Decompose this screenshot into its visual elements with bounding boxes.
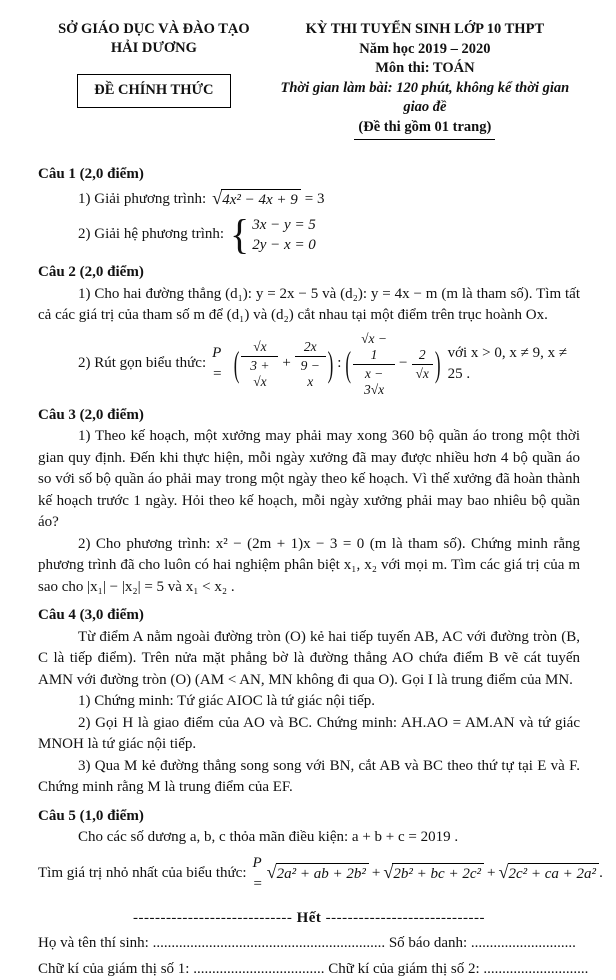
exam-header: [38, 20, 580, 140]
proctor-1-label: Chữ kí của giám thị số 1:: [38, 961, 189, 977]
radical-term-3: [498, 863, 599, 886]
question-3: [38, 405, 580, 599]
system-equation-1: 3x − y = 5: [252, 215, 316, 235]
radical-3-content: 2c² + ca + 2a²: [508, 863, 600, 886]
candidate-name-label: Họ và tên thí sinh:: [38, 935, 149, 951]
pages-note-line: [270, 118, 580, 141]
radical-term-2: [383, 863, 484, 886]
radical-sign: √: [267, 863, 277, 882]
q1-part1: [78, 189, 580, 212]
header-left: [38, 20, 270, 108]
proctor-1-dots: ...................................: [193, 961, 324, 977]
open-paren: (: [345, 346, 351, 382]
q5-expression-lhs: P =: [253, 853, 263, 896]
candidate-name-dots: ..............................................................: [153, 935, 386, 951]
duration-line: Thời gian làm bài: 120 phút, không kể thời gian giao đề: [270, 79, 580, 118]
fraction-3-numerator: √x − 1: [353, 331, 395, 365]
q1-part2: [78, 215, 580, 255]
q1-part1-label: 1) Giải phương trình:: [78, 189, 206, 211]
candidate-info-line: [38, 933, 580, 955]
exam-title: KỲ THI TUYỂN SINH LỚP 10 THPT: [270, 20, 580, 40]
candidate-number-label: Số báo danh:: [389, 935, 471, 951]
pages-note: (Đề thi gồm 01 trang): [354, 118, 495, 141]
subject-line: Môn thi: TOÁN: [270, 59, 580, 79]
close-paren: ): [328, 346, 334, 382]
fraction-2: [295, 339, 326, 390]
fraction-3: [353, 331, 395, 398]
fraction-2-denominator: 9 − x: [295, 357, 326, 390]
minus-operator: −: [399, 353, 407, 375]
sentence-period: .: [599, 863, 603, 885]
fraction-2-numerator: 2x: [295, 339, 326, 357]
province-name: HẢI DƯƠNG: [38, 39, 270, 58]
plus-operator: +: [282, 353, 290, 375]
department-name: SỞ GIÁO DỤC VÀ ĐÀO TẠO: [38, 20, 270, 39]
radical-sign: √: [383, 863, 393, 882]
q2-expression: [233, 331, 442, 398]
close-paren: ): [435, 346, 441, 382]
q4-intro-text: Từ điểm A nằm ngoài đường tròn (O) kẻ hai tiếp tuyến AB, AC với đường tròn (B, C là tiếp điểm). Trên nửa mặt phẳng bờ là đường thẳng AO chứa điểm B vẽ cát tuyến AMN với đường tròn (O) (AM < AN, MN không đi qua O). Gọi I là trung điểm của MN.: [38, 627, 580, 692]
q2-condition: với x > 0, x ≠ 9, x ≠ 25 .: [448, 343, 580, 386]
system-brace: {: [230, 216, 249, 254]
divider-dashes-left: -----------------------------: [133, 910, 292, 926]
q4-heading: Câu 4 (3,0 điểm): [38, 605, 580, 627]
square-root-expression: [212, 189, 301, 212]
q1-part2-label: 2) Giải hệ phương trình:: [78, 224, 224, 246]
q2-part2-label: 2) Rút gọn biểu thức:: [78, 353, 206, 375]
q3-heading: Câu 3 (2,0 điểm): [38, 405, 580, 427]
q5-expression-row: [38, 853, 580, 896]
system-equations: [252, 215, 316, 255]
radical-2-content: 2b² + bc + 2c²: [392, 863, 484, 886]
fraction-4: [412, 347, 433, 382]
q2-part2: [78, 331, 580, 398]
q4-part2-text: 2) Gọi H là giao điểm của AO và BC. Chứng minh: AH.AO = AM.AN và tứ giác MNOH là tứ giác nội tiếp.: [38, 713, 580, 756]
proctor-signature-line: [38, 959, 580, 980]
fraction-3-denominator: x − 3√x: [353, 365, 395, 398]
proctor-2-label: Chữ kí của giám thị số 2:: [328, 961, 483, 977]
q1-radicand: 4x² − 4x + 9: [221, 189, 301, 212]
q1-heading: Câu 1 (2,0 điểm): [38, 164, 580, 186]
question-4: [38, 605, 580, 799]
question-1: [38, 164, 580, 255]
q5-heading: Câu 5 (1,0 điểm): [38, 806, 580, 828]
system-equation-2: 2y − x = 0: [252, 235, 316, 255]
radical-1-content: 2a² + ab + 2b²: [276, 863, 369, 886]
question-2: [38, 262, 580, 398]
radical-term-1: [267, 863, 369, 886]
open-paren: (: [234, 346, 240, 382]
plus-operator: +: [487, 863, 495, 885]
q5-label: Tìm giá trị nhỏ nhất của biểu thức:: [38, 863, 247, 885]
divider-dashes-right: -----------------------------: [326, 910, 485, 926]
school-year: Năm học 2019 – 2020: [270, 40, 580, 60]
q2-heading: Câu 2 (2,0 điểm): [38, 262, 580, 284]
q4-part1-text: 1) Chứng minh: Tứ giác AIOC là tứ giác nội tiếp.: [38, 691, 580, 713]
radical-sign: √: [212, 189, 222, 208]
end-divider: [38, 908, 580, 930]
fraction-4-numerator: 2: [412, 347, 433, 365]
proctor-2-dots: ............................: [483, 961, 588, 977]
q2-expression-lhs: P =: [212, 343, 233, 386]
q3-part1-text: 1) Theo kế hoạch, một xưởng may phải may xong 360 bộ quần áo trong một thời gian quy định. Đến khi thực hiện, mỗi ngày xưởng đã may được nhiều hơn 4 bộ quần áo so với số bộ quần áo phải may trong một ngày theo kế hoạch. Vì thế xưởng đã hoàn thành kế hoạch trước 1 ngày. Hỏi theo kế hoạch, mỗi ngày xưởng phải may bao nhiêu bộ quần áo?: [38, 426, 580, 534]
division-operator: :: [337, 353, 341, 375]
official-exam-box: ĐỀ CHÍNH THỨC: [77, 74, 230, 108]
header-right: [270, 20, 580, 140]
question-5: [38, 806, 580, 896]
fraction-1-denominator: 3 + √x: [241, 357, 278, 390]
fraction-1-numerator: √x: [241, 339, 278, 357]
equation-system: [230, 215, 316, 255]
q4-part3-text: 3) Qua M kẻ đường thẳng song song với BN, cắt AB và BC theo thứ tự tại E và F. Chứng minh rằng M là trung điểm của EF.: [38, 756, 580, 799]
q1-part1-rhs: = 3: [305, 189, 325, 211]
end-label: Hết: [297, 910, 326, 926]
q5-intro-text: Cho các số dương a, b, c thỏa mãn điều kiện: a + b + c = 2019 .: [38, 827, 580, 849]
q2-part1-text: 1) Cho hai đường thẳng (d₁): y = 2x − 5 và (d₂): y = 4x − m (m là tham số). Tìm tất cả các giá trị của tham số m để (d₁) và (d₂) cắt nhau tại một điểm trên trục hoành Ox.: [38, 284, 580, 327]
plus-operator: +: [372, 863, 380, 885]
candidate-number-dots: ............................: [471, 935, 576, 951]
radical-sign: √: [498, 863, 508, 882]
q3-part2-text: 2) Cho phương trình: x² − (2m + 1)x − 3 = 0 (m là tham số). Chứng minh rằng phương trình đã cho luôn có hai nghiệm phân biệt x₁, x₂ với mọi m. Tìm các giá trị của m sao cho |x₁| − |x₂| = 5 và x₁ < x₂ .: [38, 534, 580, 599]
q5-expression: [267, 863, 603, 886]
fraction-1: [241, 339, 278, 390]
fraction-4-denominator: √x: [412, 365, 433, 382]
